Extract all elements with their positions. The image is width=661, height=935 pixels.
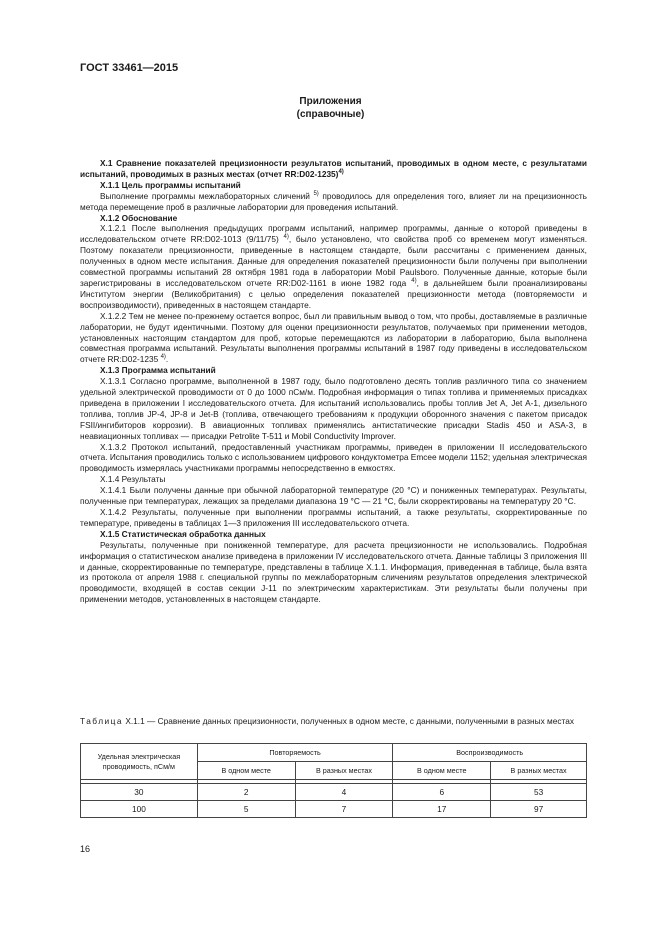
appendix-title	[0, 95, 661, 121]
cell-rep-diff: 7	[295, 801, 393, 818]
header-repeatability: Повторяемость	[197, 744, 393, 762]
paragraph-x131: X.1.3.1 Согласно программе, выполненной в 1987 году, было подготовлено десять топлив различного типа со значением удельной электрической проводимости от 0 до 1000 пСм/м. Подробная информация о типах топлива и применяемых присадках приведена в приложении I исследовательского отчета. Для испытаний использовались пробы топлив Jet A, Jet A-1, дизельного топлива, топлив JP-4, JP-8 и Jet-B (топлива, отвечающего требованиям к продукции оборонного значения с пакетом присадок FSII/ингибиторов коррозии). В авиационных топливах применялись антистатические присадки Stadis 450 и ASA-3, в неавиационных топливах — присадки Petrolite T-511 и Mobil Conductivity Improver.	[80, 376, 587, 441]
section-x1-heading: X.1 Сравнение показателей прецизионности результатов испытаний, проводимых в одном месте, с результатами испытаний, проводимых в разных местах (отчет RR:D02-1235)$^{4)}$	[80, 158, 587, 179]
subheader-repr-one-place: В одном месте	[393, 762, 491, 780]
subheader-repr-diff-places: В разных местах	[491, 762, 587, 780]
appendix-heading: Приложения	[299, 96, 362, 107]
table-caption: Таблица X.1.1 — Сравнение данных прецизионности, полученных в одном месте, с данными, полученными в разных местах	[80, 716, 574, 726]
cell-repr-one: 17	[393, 801, 491, 818]
cell-repr-diff: 97	[491, 801, 587, 818]
table-row	[81, 784, 587, 801]
paragraph-x121: X.1.2.1 После выполнения предыдущих программ испытаний, например программы, данные о которой приведены в исследовательском отчете RR:D02-1013 (9/11/75) $^{4)}$, было установлено, что свойства проб со временем могут изменяться. Поэтому показатели прецизионности, приведенные в настоящем стандарте, были рассчитаны с применением данных, полученных в одном месте испытания. Данные для определения показателей прецизионности были получены при выполнении совместной программы испытаний 28 октября 1981 года в лаборатории Mobil Paulsboro. Полученные данные, которые были зарегистрированы в исследовательском отчете RR:D02-1161 в июне 1982 года $^{4)}$, в дальнейшем были проанализированы Институтом энергии (Великобритания) с целью определения показателей прецизионности метода (повторяемости и воспроизводимости), приведенных в настоящем стандарте.	[80, 223, 588, 310]
cell-conductivity: 100	[81, 801, 198, 818]
paragraph-x15: Результаты, полученные при пониженной температуре, для расчета прецизионности не использовались. Подробная информация о статистическом анализе приведена в приложении IV исследовательского отчета. Данные таблицы 3 приложения III и данные, скорректированные по температуре, представлены в таблице X.1.1. Информация, приведенная в таблице, была взята из протокола от апреля 1988 г. специальной группы по межлабораторным сличениям результатов определения электрической проводимости, входящей в состав секции J-11 по электрическим характеристикам. Эти результаты были получены при применении методов, установленных в настоящем стандарте.	[80, 539, 587, 605]
header-reproducibility: Воспроизводимость	[393, 744, 587, 762]
precision-table	[80, 743, 587, 818]
section-x13-heading: X.1.3 Программа испытаний	[100, 365, 216, 376]
document-code: ГОСТ 33461—2015	[80, 62, 179, 74]
cell-rep-one: 2	[197, 784, 295, 801]
cell-conductivity: 30	[81, 784, 198, 801]
subheader-rep-diff-places: В разных местах	[295, 762, 393, 780]
cell-rep-diff: 4	[295, 784, 393, 801]
cell-repr-one: 6	[393, 784, 491, 801]
section-x14-heading: X.1.4 Результаты	[100, 474, 166, 485]
cell-rep-one: 5	[197, 801, 295, 818]
appendix-subheading: (справочные)	[296, 109, 365, 120]
section-x15-heading: X.1.5 Статистическая обработка данных	[100, 528, 266, 539]
section-x12-heading: X.1.2 Обоснование	[100, 212, 178, 223]
header-conductivity: Удельная электрическая проводимость, пСм/м	[81, 744, 198, 780]
paragraph-x11: Выполнение программы межлабораторных сличений $^{5)}$ проводилось для определения того, влияет ли на прецизионность метода перемещение проб в различные лаборатории для проведения испытаний.	[80, 190, 588, 212]
paragraph-x142: X.1.4.2 Результаты, полученные при выполнении программы испытаний, а также результаты, скорректированные по температуре, приведены в таблицах 1—3 приложения III исследовательского отчета.	[80, 507, 587, 528]
cell-repr-diff: 53	[491, 784, 587, 801]
paragraph-x132: X.1.3.2 Протокол испытаний, предоставленный участникам программы, приведен в приложении II исследовательского отчета. Испытания проводились только с использованием цифрового кондуктометра Emcee модели 1152; удельная электрическая проводимость измерялась участниками программы непосредственно в емкостях.	[80, 441, 587, 474]
document-body	[80, 158, 587, 605]
paragraph-x122: X.1.2.2 Тем не менее по-прежнему остается вопрос, был ли правильным вывод о том, что пробы, доставляемые в различные лаборатории, не будут идентичными. Поэтому для оценки прецизионности результатов, получаемых при применении методов, установленных настоящим стандартом для проб, которые перемещаются из лаборатории в лабораторию, была выполнена совместная программа испытаний. Результаты выполнения программы испытаний в 1987 году приведены в исследовательском отчете RR:D02-1235 $^{4)}$.	[80, 310, 587, 365]
subheader-rep-one-place: В одном месте	[197, 762, 295, 780]
paragraph-x141: X.1.4.1 Были получены данные при обычной лабораторной температуре (20 °С) и пониженных температурах. Результаты, полученные при температурах, лежащих за пределами диапазона 19 °С — 21 °С, были скорректированы на температуру 20 °С.	[80, 485, 587, 507]
table-row	[81, 801, 587, 818]
page-number: 16	[80, 844, 91, 854]
section-x11-heading: X.1.1 Цель программы испытаний	[100, 179, 241, 190]
